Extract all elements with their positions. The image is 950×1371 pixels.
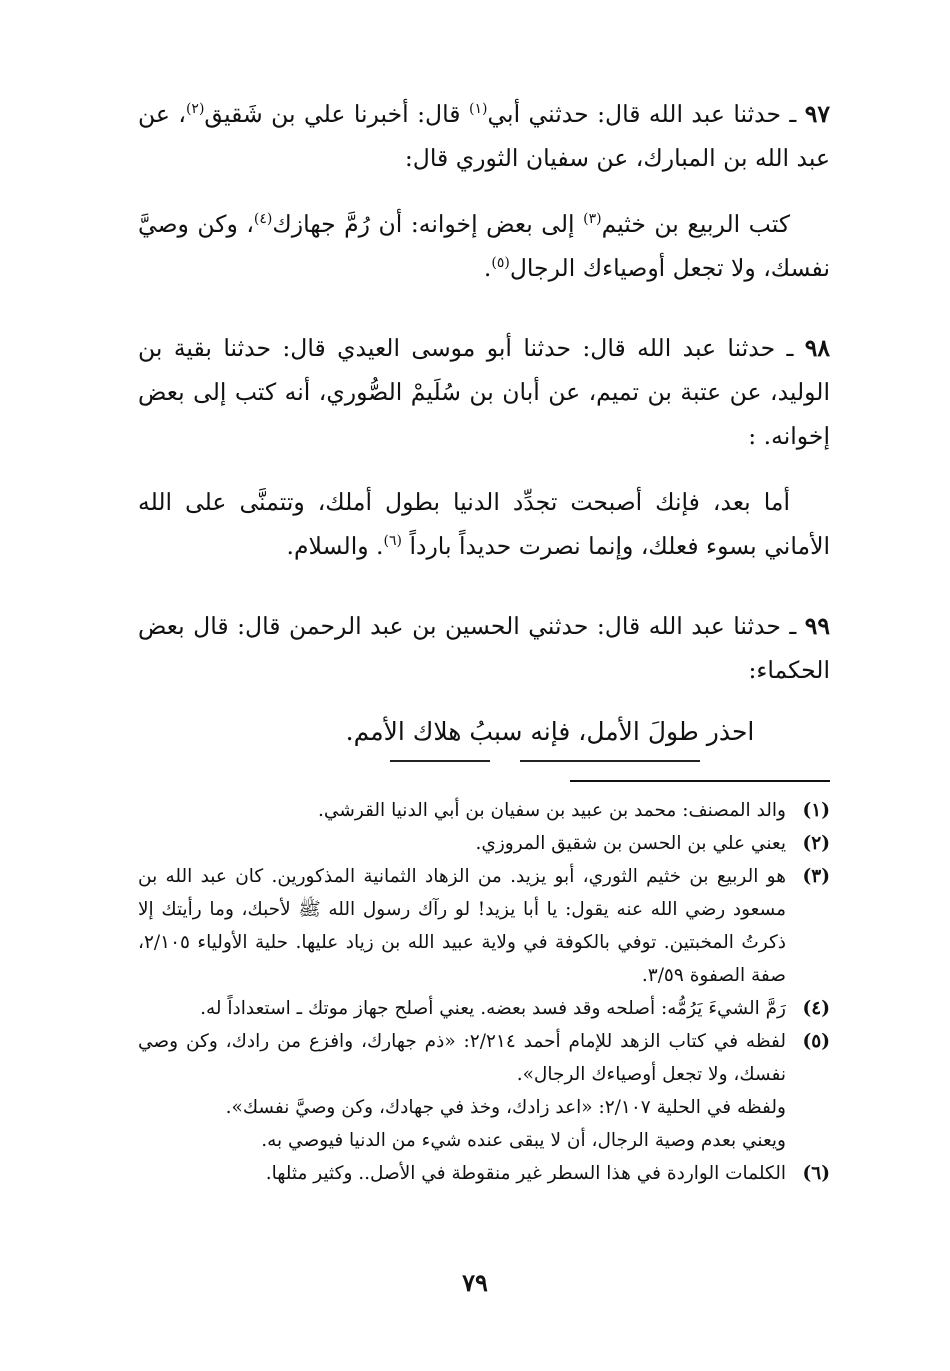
footnote-ref[interactable]: (٤): [253, 211, 273, 228]
hadith-97: ٩٧ ـ حدثنا عبد الله قال: حدثني أبي$^{(١)}$ قال: أخبرنا علي بن شَقيق$^{(٢)}$، عن عبد الله بن المبارك، عن سفيان الثوري قال:: [138, 100, 831, 172]
hadith-98-text: أما بعد، فإنك أصبحت تجدِّد الدنيا بطول أملك، وتتمنَّى على الله الأماني بسوء فعلك، وإنما نصرت حديداً بارداً $^{(٦)}$. والسلام.: [138, 488, 830, 560]
proverb-quote: احذر طولَ الأمل، فإنه سببُ هلاك الأمم.: [345, 717, 755, 746]
page-number: ٧٩: [462, 1268, 488, 1297]
footnote-separator: [570, 780, 830, 782]
footnote-ref[interactable]: (١): [468, 101, 488, 118]
footnote-4: (٤) رَمَّ الشيءَ يَرُمُّه: أصلحه وقد فسد بعضه. يعني أصلح جهاز موتك ـ استعداداً له.: [200, 998, 830, 1019]
footnote-2: (٢) يعني علي بن الحسن بن شقيق المروزي.: [475, 833, 830, 854]
footnote-6: (٦) الكلمات الواردة في هذا السطر غير منقوطة في الأصل.. وكثير مثلها.: [265, 1163, 830, 1184]
hadith-99: ٩٩ ـ حدثنا عبد الله قال: حدثني الحسين بن عبد الرحمن قال: قال بعض الحكماء:: [138, 612, 830, 684]
hadith-number: ٩٨: [804, 334, 830, 362]
proverb-underline: [520, 760, 700, 762]
proverb-underline: [390, 760, 490, 762]
footnote-5: (٥) لفظه في كتاب الزهد للإمام أحمد ٢/٢١٤: «ذم جهارك، وافزع من رادك، وكن وصي نفسك، ولا تجعل أوصياءك الرجال».: [138, 1031, 830, 1085]
footnote-5-continuation: ولفظه في الحلية ٢/١٠٧: «اعد زادك، وخذ في جهادك، وكن وصيَّ نفسك».: [225, 1097, 786, 1118]
footnote-3: (٣) هو الربيع بن خثيم الثوري، أبو يزيد. من الزهاد الثمانية المذكورين. كان عبد الله بن مسعود رضي الله عنه يقول: يا أبا يزيد! لو رآك رسول الله ﷺ لأحبك، وما رأيتك إلا ذكرتُ المخبتين. توفي بالكوفة في ولاية عبيد الله بن زياد عليها. حلية الأولياء ٢/١٠٥، صفة الصفوة ٣/٥٩.: [138, 866, 830, 986]
hadith-number: ٩٩: [804, 612, 830, 640]
footnotes: [138, 794, 830, 1190]
footnote-ref[interactable]: (٦): [383, 533, 402, 550]
footnote-5-continuation: ويعني بعدم وصية الرجال، أن لا يبقى عنده شيء من الدنيا فيوصي به.: [261, 1130, 786, 1151]
hadith-98: ٩٨ ـ حدثنا عبد الله قال: حدثنا أبو موسى العيدي قال: حدثنا بقية بن الوليد، عن عتبة بن تميم، عن أبان بن سُلَيمْ الصُّوري، أنه كتب إلى بعض إخوانه. :: [138, 334, 830, 450]
footnote-ref[interactable]: (٢): [185, 101, 205, 118]
footnote-ref[interactable]: (٥): [491, 255, 510, 272]
hadith-97-text: كتب الربيع بن خثيم$^{(٣)}$ إلى بعض إخوانه: أن رُمَّ جهازك$^{(٤)}$، وكن وصيَّ نفسك، ولا تجعل أوصياءك الرجال$^{(٥)}$.: [138, 210, 830, 282]
footnote-ref[interactable]: (٣): [583, 211, 602, 228]
main-text: [138, 92, 830, 692]
footnote-1: (١) والد المصنف: محمد بن عبيد بن سفيان بن أبي الدنيا القرشي.: [318, 800, 830, 821]
hadith-number: ٩٧: [804, 100, 831, 128]
